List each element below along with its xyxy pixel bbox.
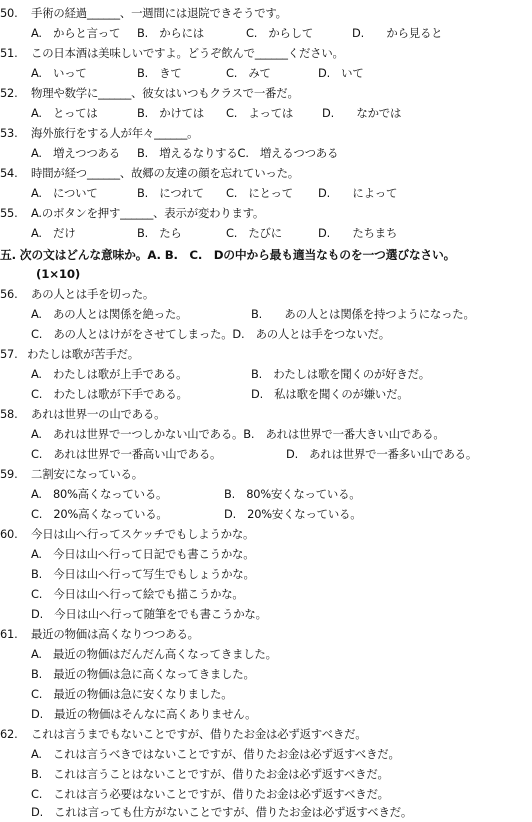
option-c: C. からして [246,26,314,40]
option-b: B. わたしは歌を聞くのが好きだ。 [251,367,430,381]
option-a: A. わたしは歌が上手である。 [31,367,188,381]
question-number: 54. [0,166,18,180]
option-b: B. からには [137,26,204,40]
option-b: B. 80%安くなっている。 [224,487,361,501]
question-text: この日本酒は美味しいですよ。どうぞ飲んで______ください。 [31,46,344,60]
question-number: 51. [0,46,18,60]
options-55 [0,223,532,243]
options-59-row2 [0,504,532,524]
question-54 [0,163,532,183]
option-a: A. 今日は山へ行って日記でも書こうかな。 [31,547,255,561]
option-b: B. かけては [137,106,204,120]
option-61-b [0,664,532,684]
option-d: D. 20%安くなっている。 [224,507,362,521]
option-d: D. によって [318,186,398,200]
question-text: A.のボタンを押す______、表示が変わります。 [31,206,265,220]
option-c: C. たびに [226,226,282,240]
question-text: 物理や数学に______、彼女はいつもクラスで一番だ。 [31,86,299,100]
option-a: A. について [31,186,98,200]
option-62-a [0,744,532,764]
option-b: B. 最近の物価は急に高くなってきました。 [31,667,255,681]
question-number: 60. [0,527,18,541]
option-a: A. これは言うべきではないことですが、借りたお金は必ず返すべきだ。 [31,747,400,761]
question-number: 62. [0,727,18,741]
options-53 [0,143,532,163]
options-59-row1 [0,484,532,504]
question-text: 今日は山へ行ってスケッチでもしようかな。 [31,527,255,541]
question-number: 61. [0,627,18,641]
question-text: 最近の物価は高くなりつつある。 [31,627,199,641]
question-55 [0,203,532,223]
option-c: C. わたしは歌が下手である。 [31,387,188,401]
option-c: C. みて [226,66,271,80]
question-56 [0,284,532,304]
question-number: 59. [0,467,18,481]
option-c: C. 20%高くなっている。 [31,507,168,521]
question-text: 海外旅行をする人が年々______。 [31,126,199,140]
options-57-row1 [0,364,532,384]
option-60-b [0,564,532,584]
question-text: 時間が経つ______、故郷の友達の顔を忘れていった。 [31,166,299,180]
option-a: A. 80%高くなっている。 [31,487,168,501]
option-c: C. 最近の物価は急に安くなりました。 [31,687,233,701]
option-a: A. からと言って [31,26,121,40]
question-text: 手術の経過______、一週間には退院できそうです。 [31,6,287,20]
question-text: あれは世界一の山である。 [31,407,166,421]
question-52 [0,83,532,103]
question-text: 二割安になっている。 [31,467,143,481]
question-53 [0,123,532,143]
options-56-row2 [0,324,532,344]
option-cd: C. あの人とはけがをさせてしまった。D. あの人とは手をつないだ。 [31,327,390,341]
question-number: 52. [0,86,18,100]
question-59 [0,464,532,484]
option-d: D. いて [318,66,364,80]
option-b: B. きて [137,66,182,80]
option-b: B. たら [137,226,182,240]
question-number: 58. [0,407,18,421]
option-d: D. あれは世界で一番多い山である。 [286,447,478,461]
question-51 [0,43,532,63]
option-b: B. 増えるなりするC. 増えるつつある [137,146,339,160]
option-a: A. とっては [31,106,98,120]
question-60 [0,524,532,544]
option-62-d [0,802,532,822]
options-58-row1 [0,424,532,444]
question-text: これは言うまでもないことですが、借りたお金は必ず返すべきだ。 [31,727,367,741]
question-number: 56. [0,287,18,301]
option-a: A. 最近の物価はだんだん高くなってきました。 [31,647,277,661]
option-60-c [0,584,532,604]
option-d: D. から見ると [352,26,443,40]
question-50 [0,3,532,23]
options-58-row2 [0,444,532,464]
option-c: C. にとって [226,186,293,200]
option-62-b [0,764,532,784]
section-score: (1×10) [36,267,81,281]
option-b: B. 今日は山へ行って写生でもしょうかな。 [31,567,255,581]
option-62-c [0,784,532,804]
option-61-d [0,704,532,724]
option-a: A. 増えつつある [31,146,120,160]
question-text: あの人とは手を切った。 [31,287,155,301]
option-d: D. 私は歌を聞くのが嫌いだ。 [251,387,409,401]
question-number: 50. [0,6,18,20]
options-56-row1 [0,304,532,324]
question-58 [0,404,532,424]
option-60-d [0,604,532,624]
option-d: D. 最近の物価はそんなに高くありません。 [31,707,257,721]
section-heading: 五. 次の文はどんな意味か。A. B. C. Dの中から最も適当なものを一つ選びなさい。 [0,248,456,262]
option-a: A. だけ [31,226,76,240]
question-text: わたしは歌が苦手だ。 [27,347,139,361]
option-60-a [0,544,532,564]
option-b: B. あの人とは関係を持つようになった。 [251,307,475,321]
question-62 [0,724,532,744]
option-d: D. これは言っても仕方がないことですが、借りたお金は必ず返すべきだ。 [31,805,413,819]
option-a: A. いって [31,66,87,80]
question-61 [0,624,532,644]
option-a: A. あの人とは関係を絶った。 [31,307,188,321]
options-52 [0,103,532,123]
option-d: D. たちまち [318,226,398,240]
option-b: B. これは言うことはないことですが、借りたお金は必ず返すべきだ。 [31,767,389,781]
options-50 [0,23,532,43]
question-57 [0,344,532,364]
options-57-row2 [0,384,532,404]
option-61-a [0,644,532,664]
question-number: 53. [0,126,18,140]
option-c: C. 今日は山へ行って絵でも描こうかな。 [31,587,244,601]
question-number: 55. [0,206,18,220]
option-b: B. につれて [137,186,204,200]
option-d: D. 今日は山へ行って随筆をでも書こうかな。 [31,607,267,621]
option-c: C. よっては [226,106,294,120]
option-c: C. これは言う必要はないことですが、借りたお金は必ず返すべきだ。 [31,787,389,801]
options-54 [0,183,532,203]
option-d: D. なかでは [322,106,402,120]
option-ab: A. あれは世界で一つしかない山である。B. あれは世界で一番大きい山である。 [31,427,445,441]
options-51 [0,63,532,83]
option-61-c [0,684,532,704]
option-c: C. あれは世界で一番高い山である。 [31,447,222,461]
question-number: 57. [0,347,18,361]
